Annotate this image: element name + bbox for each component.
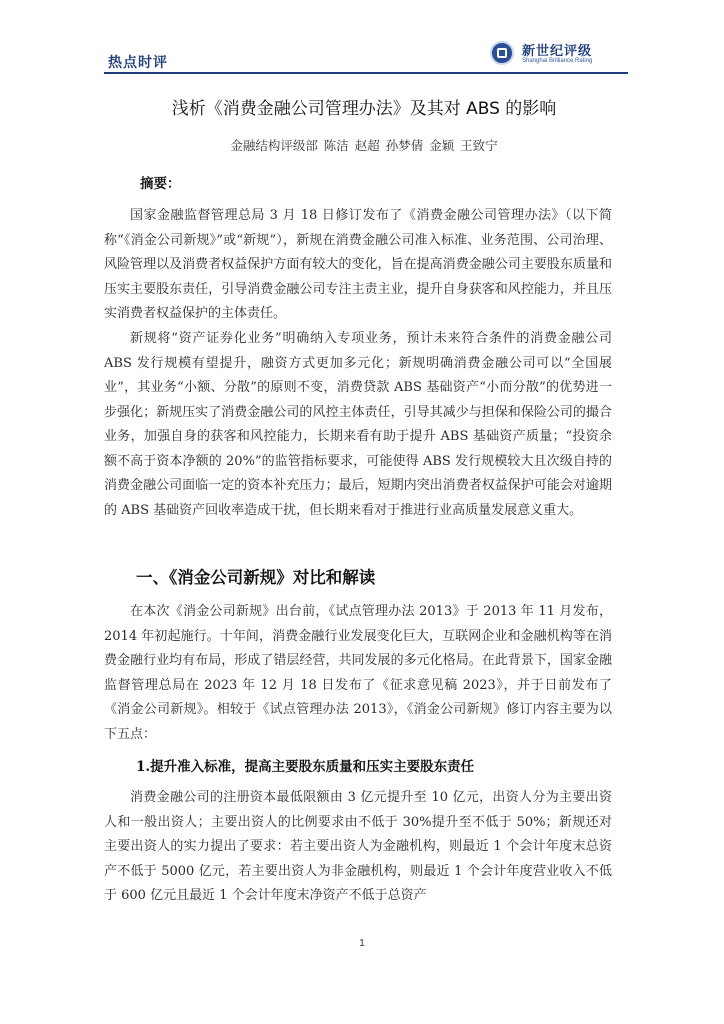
document-title: 浅析《消费金融公司管理办法》及其对 ABS 的影响 xyxy=(171,99,557,119)
abstract-paragraph-2: 新规将“资产证券化业务”明确纳入专项业务，预计未来符合条件的消费金融公司 ABS 发行规模有望提升，融资方式更加多元化；新规明确消费金融公司可以“全国展业”，其业务“小额、分散”的原则不变，消费贷款 ABS 基础资产“小而分散”的优势进一步强化；新规压实了消费金融公司的风控主体责任，引导其减少与担保和保险公司的撮合业务，加强自身的获客和风控能力，长期来看有助于提升 ABS 基础资产质量；“投资余额不高于资本净额的 20%”的监管指标要求，可能使得 ABS 发行规模较大且次级自持的消费金融公司面临一定的资本补充压力；最后，短期内突出消费者权益保护可能会对逾期的 ABS 基础资产回收率造成干扰，但长期来看对于推进行业高质量发展意义重大。 xyxy=(104,331,612,518)
authors-line: 金融结构评级部 陈洁 赵超 孙梦倩 金颖 王致宁 xyxy=(230,138,498,153)
subsection-heading: 1.提升准入标准，提高主要股东质量和压实主要股东责任 xyxy=(136,759,475,775)
subsection-paragraph: 消费金融公司的注册资本最低限额由 3 亿元提升至 10 亿元，出资人分为主要出资人和一般出资人；主要出资人的比例要求由不低于 30%提升至不低于 50%；新规还对主要出资人的实力提出了要求：若主要出资人为金融机构，则最近 1 个会计年度末总资产不低于 5000 亿元，若主要出资人为非金融机构，则最近 1 个会计年度营业收入不低于 600 亿元且最近 1 个会计年度末净资产不低于总资产 xyxy=(104,790,612,903)
section-heading: 一、《消金公司新规》对比和解读 xyxy=(136,568,376,587)
logo-name: 新世纪评级 xyxy=(522,44,593,59)
brand-logo xyxy=(490,40,630,70)
section-paragraph: 在本次《消金公司新规》出台前，《试点管理办法 2013》于 2013 年 11 月发布，2014 年初起施行。十年间，消费金融行业发展变化巨大，互联网企业和金融机构等在消费金融行业均有布局，形成了错层经营，共同发展的多元化格局。在此背景下，国家金融监督管理总局在 2023 年 12 月 18 日发布了《征求意见稿 2023》，并于日前发布了《消金公司新规》。相较于《试点管理办法 2013》，《消金公司新规》修订内容主要为以下五点： xyxy=(104,604,612,742)
header-divider xyxy=(104,72,628,74)
section-tag: 热点时评 xyxy=(108,55,168,71)
page-number: 1 xyxy=(359,938,365,949)
abstract-label: 摘要： xyxy=(140,176,181,192)
logo-subtitle: Shanghai Brilliance Rating xyxy=(522,58,593,64)
logo-emblem-icon xyxy=(490,41,514,65)
abstract-paragraph-1: 国家金融监督管理总局 3 月 18 日修订发布了《消费金融公司管理办法》（以下简称“《消金公司新规》”或“新规”），新规在消费金融公司准入标准、业务范围、公司治理、风险管理以及消费者权益保护方面有较大的变化，旨在提高消费金融公司主要股东质量和压实主要股东责任，引导消费金融公司专注主责主业，提升自身获客和风控能力，并且压实消费者权益保护的主体责任。 xyxy=(104,208,612,321)
